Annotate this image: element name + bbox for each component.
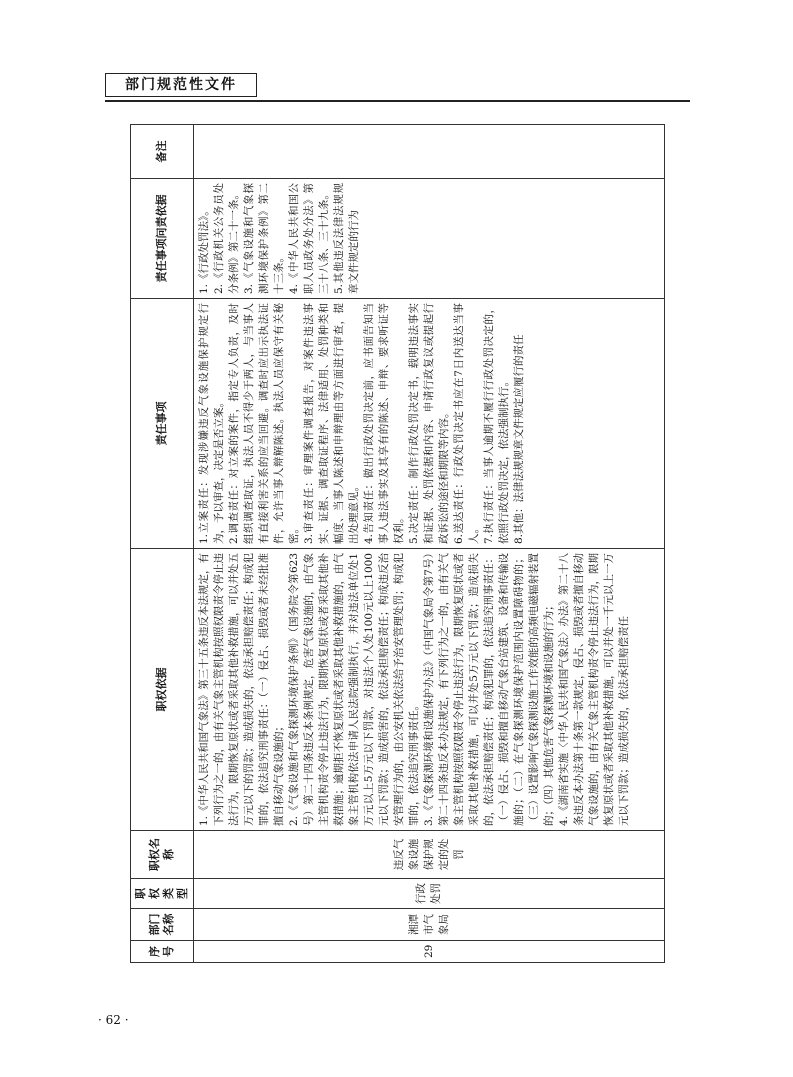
col-header-dept: 部门名称 bbox=[131, 909, 194, 941]
duty-item: 1.立案责任：发现涉嫌违反气象设施保护规定行为，予以审查，决定是否立案。 bbox=[198, 303, 225, 544]
cell-no: 29 bbox=[194, 941, 665, 963]
basis-item: 1.《中华人民共和国气象法》第三十五条违反本法规定，有下列行为之一的，由有关气象主管机构按照权限责令停止违法行为，限期恢复原状或者采取其他补救措施，可以并处五万元以下的罚款；造成损失的，依法承担赔偿责任；构成犯罪的，依法追究刑事责任：（一）侵占、损毁或者未经批准擅自移动气象设施的； bbox=[198, 553, 285, 826]
cell-duties bbox=[194, 299, 665, 549]
duty-item: 6.送达责任：行政处罚决定书应在7日内送达当事人。 bbox=[453, 303, 480, 544]
rotated-table-wrapper bbox=[130, 125, 665, 963]
duty-item: 3.审查责任：审理案件调查报告，对案件违法事实、证据、调查取证程序、法律适用、处罚种类和幅度、当事人陈述和申辩理由等方面进行审查，提出处理意见。 bbox=[303, 303, 360, 544]
basis-item: 3.《气象探测环境和设施保护办法》（中国气象局令第7号）第二十四条违反本办法规定，有下列行为之一的，由有关气象主管机构按照权限责令停止违法行为，限期恢复原状或者采取其他补救措施，可以并处5万元以下罚款；造成损失的，依法承担赔偿责任；构成犯罪的，依法追究刑事责任：（一）侵占、损毁和擅自移动气象台站建筑、设备和传输设施的；（二）在气象探测环境保护范围内设置障碍物的；（三）设置影响气象探测设施工作效能的高频电磁辐射装置的；（四）其他危害气象探测环境和设施的行为； bbox=[423, 553, 555, 826]
col-header-duties: 责任事项 bbox=[131, 299, 194, 549]
table-row bbox=[194, 125, 665, 963]
accountability-item: 4.《中华人民共和国公职人员政务处分法》第三十八条、三十九条。 bbox=[288, 183, 330, 294]
duty-item: 5.决定责任：制作行政处罚决定书，载明违法事实和证据、处罚依据和内容、申请行政复议或提起行政诉讼的途径和期限等内容。 bbox=[408, 303, 450, 544]
cell-basis bbox=[194, 549, 665, 831]
basis-item: 2.《气象设施和气象探测环境保护条例》（国务院令第623号）第二十四条违反本条例规定，危害气象设施的，由气象主管机构责令停止违法行为，限期恢复原状或者采取其他补救措施；逾期拒不恢复原状或者采取其他补救措施的，由气象主管机构依法申请人民法院强制执行，并对违法单位处1万元以上5万元以下罚款，对违法个人处100元以上1000元以下罚款；造成损害的，依法承担赔偿责任；构成违反治安管理行为的，由公安机关依法给予治安管理处罚；构成犯罪的，依法追究刑事责任。 bbox=[288, 553, 420, 826]
basis-item: 4.《湖南省实施〈中华人民共和国气象法〉办法》第二十八条违反本办法第十条第一款规定，侵占、损毁或者擅自移动气象设施的，由有关气象主管机构责令停止违法行为，限期恢复原状或者采取其他补救措施，可以并处一千元以上一万元以下罚款；造成损失的，依法承担赔偿责任 bbox=[558, 553, 630, 826]
col-header-no: 序号 bbox=[131, 941, 194, 963]
accountability-item: 2.《行政机关公务员处分条例》第二十一条。 bbox=[213, 183, 240, 294]
accountability-item: 3.《气象设施和气象探测环境保护条例》第二十三条。 bbox=[243, 183, 285, 294]
section-title: 部门规范性文件 bbox=[105, 73, 257, 97]
col-header-type: 职权类型 bbox=[131, 879, 194, 909]
accountability-item: 1.《行政处罚法》。 bbox=[198, 205, 210, 294]
cell-name: 违反气象设施保护规定的处罚 bbox=[194, 831, 665, 879]
duty-item: 7.执行责任：当事人逾期不履行行政处罚决定的，依照行政处罚决定，依法强制执行。 bbox=[483, 303, 510, 544]
duty-item: 8.其他：法律法规规章文件规定应履行的责任 bbox=[513, 334, 525, 544]
authority-table bbox=[130, 124, 665, 963]
table-header-row bbox=[131, 125, 194, 963]
col-header-basis: 职权依据 bbox=[131, 549, 194, 831]
header-rule bbox=[105, 100, 690, 102]
col-header-name: 职权名称 bbox=[131, 831, 194, 879]
col-header-remark: 备注 bbox=[131, 125, 194, 179]
duty-item: 2.调查责任：对立案的案件，指定专人负责，及时组织调查取证，执法人员不得少于两人，与当事人有直接利害关系的应当回避。调查时应出示执法证件，允许当事人辩解陈述。执法人员应保守有关秘密。 bbox=[228, 303, 300, 544]
cell-remark bbox=[194, 125, 665, 179]
cell-type: 行政处罚 bbox=[194, 879, 665, 909]
accountability-item: 5.其他违反法律法规规章文件规定的行为 bbox=[333, 183, 360, 294]
duty-item: 4.告知责任：做出行政处罚决定前，应书面告知当事人违法事实及其享有的陈述、申辩、要求听证等权利。 bbox=[363, 303, 405, 544]
cell-accountability bbox=[194, 179, 665, 299]
cell-dept: 湘潭市气象局 bbox=[194, 909, 665, 941]
page-number: · 62 · bbox=[98, 1013, 129, 1027]
col-header-accountability: 责任事项问责依据 bbox=[131, 179, 194, 299]
